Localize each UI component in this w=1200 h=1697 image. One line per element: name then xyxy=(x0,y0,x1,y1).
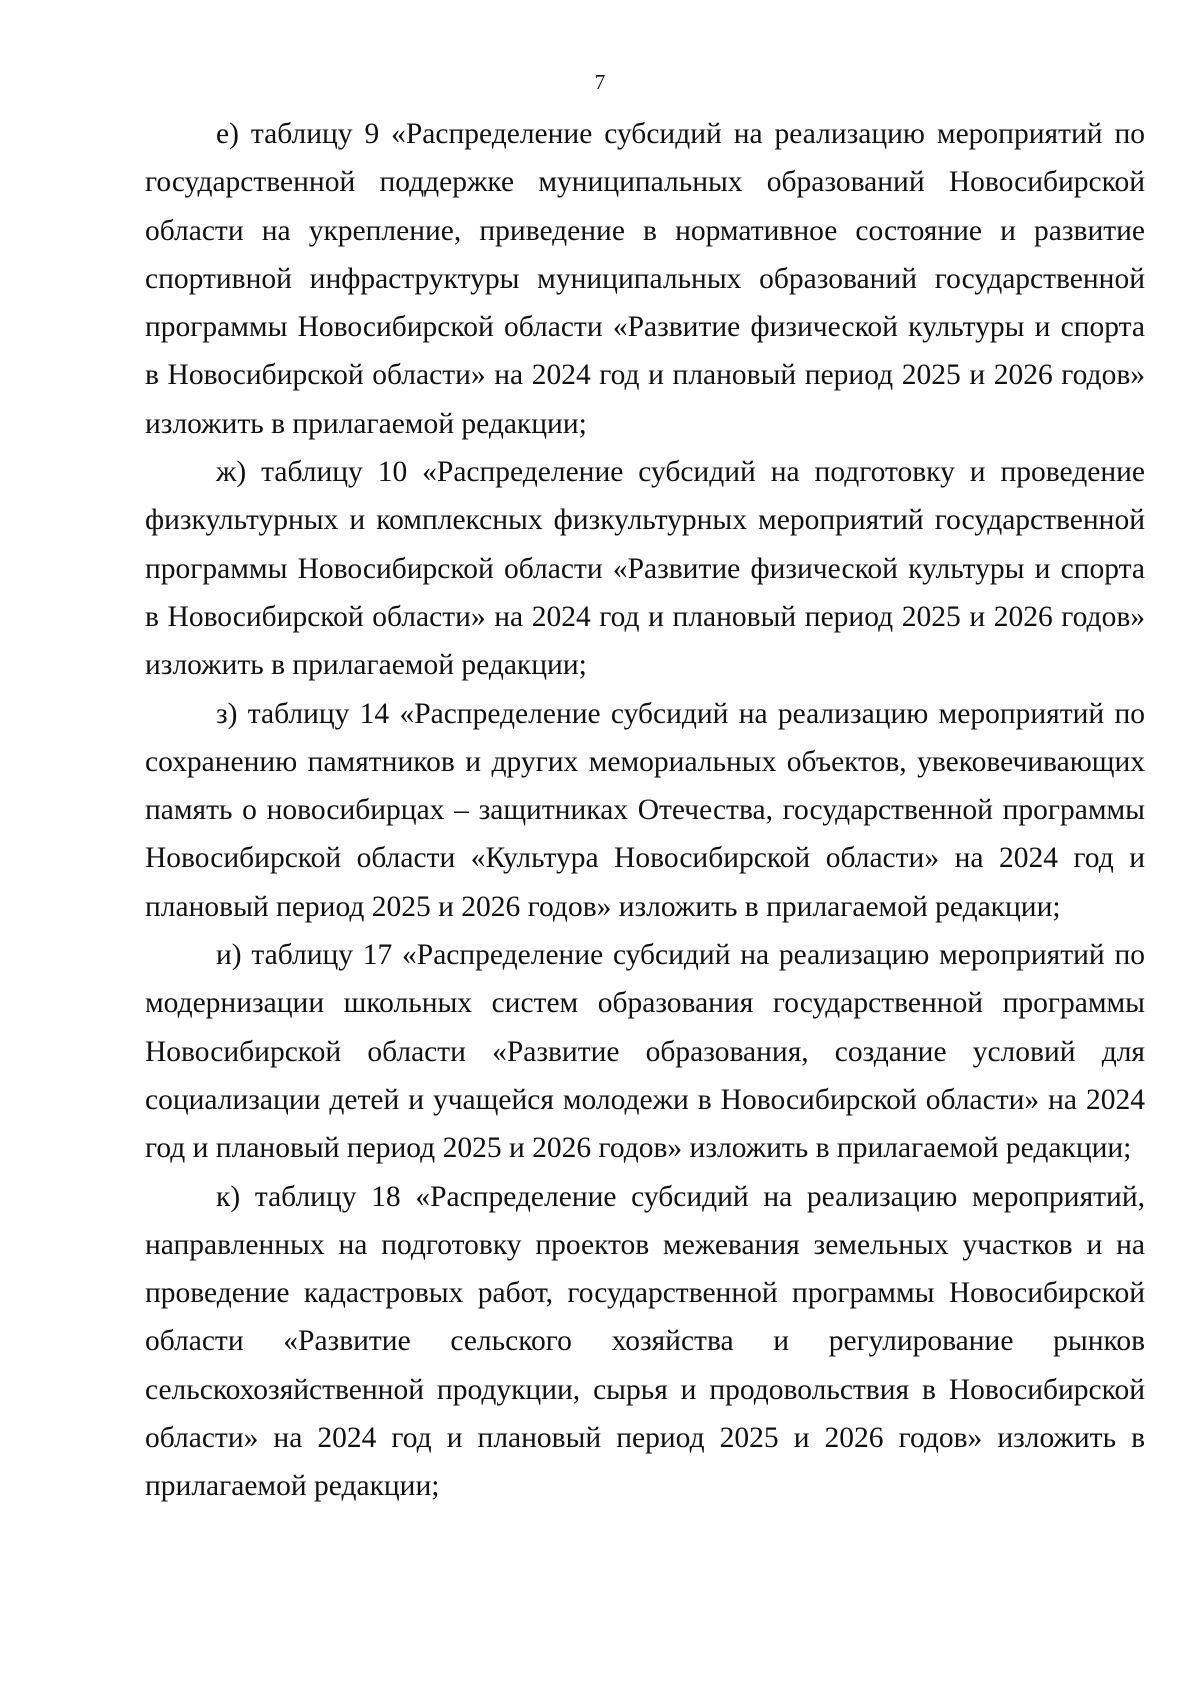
list-item-k: к) таблицу 18 «Распределение субсидий на реализацию мероприятий, направленных на подготовку проектов межевания земельных участков и на проведение кадастровых работ, государственной программы Новосибирской области «Развитие сельского хозяйства и регулирование рынков сельскохозяйственной продукции, сырья и продовольствия в Новосибирской области» на 2024 год и плановый период 2025 и 2026 годов» изложить в прилагаемой редакции; xyxy=(145,1180,1145,1503)
list-item-zh: ж) таблицу 10 «Распределение субсидий на подготовку и проведение физкультурных и комплексных физкультурных мероприятий государственной программы Новосибирской области «Развитие физической культуры и спорта в Новосибирской области» на 2024 год и плановый период 2025 и 2026 годов» изложить в прилагаемой редакции; xyxy=(145,456,1145,682)
list-item-i: и) таблицу 17 «Распределение субсидий на реализацию мероприятий по модернизации школьных систем образования государственной программы Новосибирской области «Развитие образования, создание условий для социализации детей и учащейся молодежи в Новосибирской области» на 2024 год и плановый период 2025 и 2026 годов» изложить в прилагаемой редакции; xyxy=(145,939,1145,1165)
document-body xyxy=(145,110,1145,1511)
list-item-z: з) таблицу 14 «Распределение субсидий на реализацию мероприятий по сохранению памятников и других мемориальных объектов, увековечивающих память о новосибирцах – защитниках Отечества, государственной программы Новосибирской области «Культура Новосибирской области» на 2024 год и плановый период 2025 и 2026 годов» изложить в прилагаемой редакции; xyxy=(145,697,1145,923)
list-item-e: е) таблицу 9 «Распределение субсидий на реализацию мероприятий по государственной поддержке муниципальных образований Новосибирской области на укрепление, приведение в нормативное состояние и развитие спортивной инфраструктуры муниципальных образований государственной программы Новосибирской области «Развитие физической культуры и спорта в Новосибирской области» на 2024 год и плановый период 2025 и 2026 годов» изложить в прилагаемой редакции; xyxy=(145,118,1145,440)
page-number: 7 xyxy=(594,70,606,94)
